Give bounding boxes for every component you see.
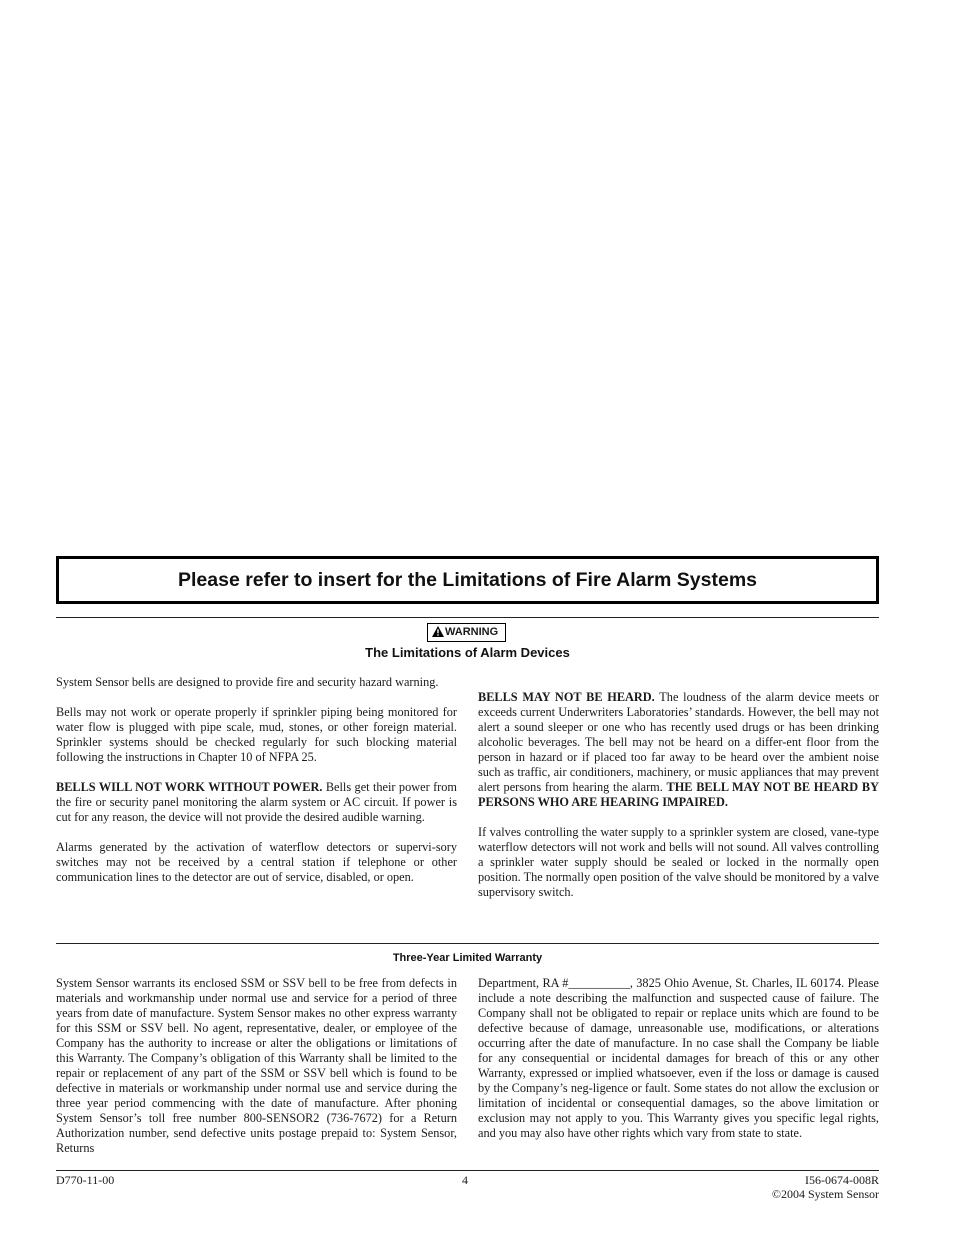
warning-badge (427, 623, 506, 642)
limitations-banner (56, 556, 879, 604)
paragraph (56, 840, 457, 885)
paragraph (56, 780, 457, 825)
paragraph (478, 690, 879, 810)
footer-doc-number: I56-0674-008R (805, 1173, 879, 1187)
alarm-limitations-title: The Limitations of Alarm Devices (365, 645, 570, 660)
paragraph: Department, RA #__________, 3825 Ohio Avenue, St. Charles, IL 60174. Please include a note describing the malfunction and suspected cause of failure. The Company shall not be obligated to repair or replace units which are found to be defective because of damage, unreasonable use, modifications, or alterations occurring after the date of manufacture. In no case shall the Company be liable for any consequential or incidental damages for breach of this or any other Warranty, expressed or implied whatsoever, even if the loss or damage is caused by the Company’s neg-ligence or fault. Some states do not allow the exclusion or limitation of incidental or consequential damages, so the above limitation or exclusion may not apply to you. This Warranty gives you specific legal rights, and you may also have other rights which vary from state to state. (478, 976, 879, 1140)
paragraph-text: Alarms generated by the activation of waterflow detectors or supervi-sory switches may not be received by a central station if telephone or other communication lines to the detector are out of service, disabled, or open. (56, 840, 457, 884)
paragraph-text: Bells get their power from the fire or security panel monitoring the alarm system or AC circuit. If power is cut for any reason, the device will not provide the desired audible warning. (56, 780, 457, 824)
footer-copyright: ©2004 System Sensor (771, 1187, 879, 1201)
bold-lead: BELLS MAY NOT BE HEARD. (478, 690, 655, 704)
warning-right-column (478, 690, 879, 900)
paragraph-text: The loudness of the alarm device meets or exceeds current Underwriters Laboratories’ standards. However, the bell may not alert a sound sleeper or one who has recently used drugs or has been drinking alcoholic beverages. The bell may not be heard on a differ-ent floor from the person in hazard or if placed too far away to be heard over the ambient noise such as traffic, air conditioners, machinery, or music appliances that may prevent alert persons from hearing the alarm. (478, 690, 879, 794)
warning-triangle-icon (432, 626, 444, 637)
paragraph: System Sensor warrants its enclosed SSM or SSV bell to be free from defects in materials and workmanship under normal use and service for a period of three years from date of manufacture. System Sensor makes no other express warranty for this SSM or SSV bell. No agent, representative, dealer, or employee of the Company has the authority to increase or alter the obligations or limitations of this Warranty. The Company’s obligation of this Warranty shall be limited to the repair or replacement of any part of the SSM or SSV bell which is found to be defective in materials or workmanship under normal use and service during the three year period commencing with the date of manufacture. After phoning System Sensor’s toll free number 800-SENSOR2 (736-7672) for a Return Authorization number, send defective units postage prepaid to: System Sensor, Returns (56, 976, 457, 1155)
warning-left-column (56, 675, 457, 885)
section-divider (56, 617, 879, 618)
bold-emphasis: THE BELL MAY NOT BE HEARD BY PERSONS WHO ARE HEARING IMPAIRED. (478, 780, 879, 809)
footer-divider (56, 1170, 879, 1171)
warning-badge-label: WARNING (445, 626, 499, 638)
warranty-title: Three-Year Limited Warranty (392, 952, 543, 964)
bold-lead: BELLS WILL NOT WORK WITHOUT POWER. (56, 780, 323, 794)
page-number: 4 (462, 1173, 468, 1187)
paragraph-text: Bells may not work or operate properly if sprinkler piping being monitored for water flow is plugged with pipe scale, mud, stones, or other foreign material. Sprinkler systems should be checked regularly for such blocking material following the instructions in Chapter 10 of NFPA 25. (56, 705, 457, 764)
footer-doc-code: D770-11-00 (56, 1173, 115, 1187)
paragraph: If valves controlling the water supply to a sprinkler system are closed, vane-type waterflow detectors will not work and bells will not sound. All valves controlling a sprinkler water supply should be sealed or locked in the normally open position. The normally open position of the valve should be monitored by a valve supervisory switch. (478, 825, 879, 899)
warranty-right-column (478, 976, 879, 1141)
paragraph (56, 675, 457, 690)
section-divider (56, 943, 879, 944)
banner-title: Please refer to insert for the Limitations of Fire Alarm Systems (177, 569, 758, 591)
warranty-left-column (56, 976, 457, 1156)
paragraph (56, 705, 457, 765)
paragraph-text: System Sensor bells are designed to provide fire and security hazard warning. (56, 675, 439, 689)
